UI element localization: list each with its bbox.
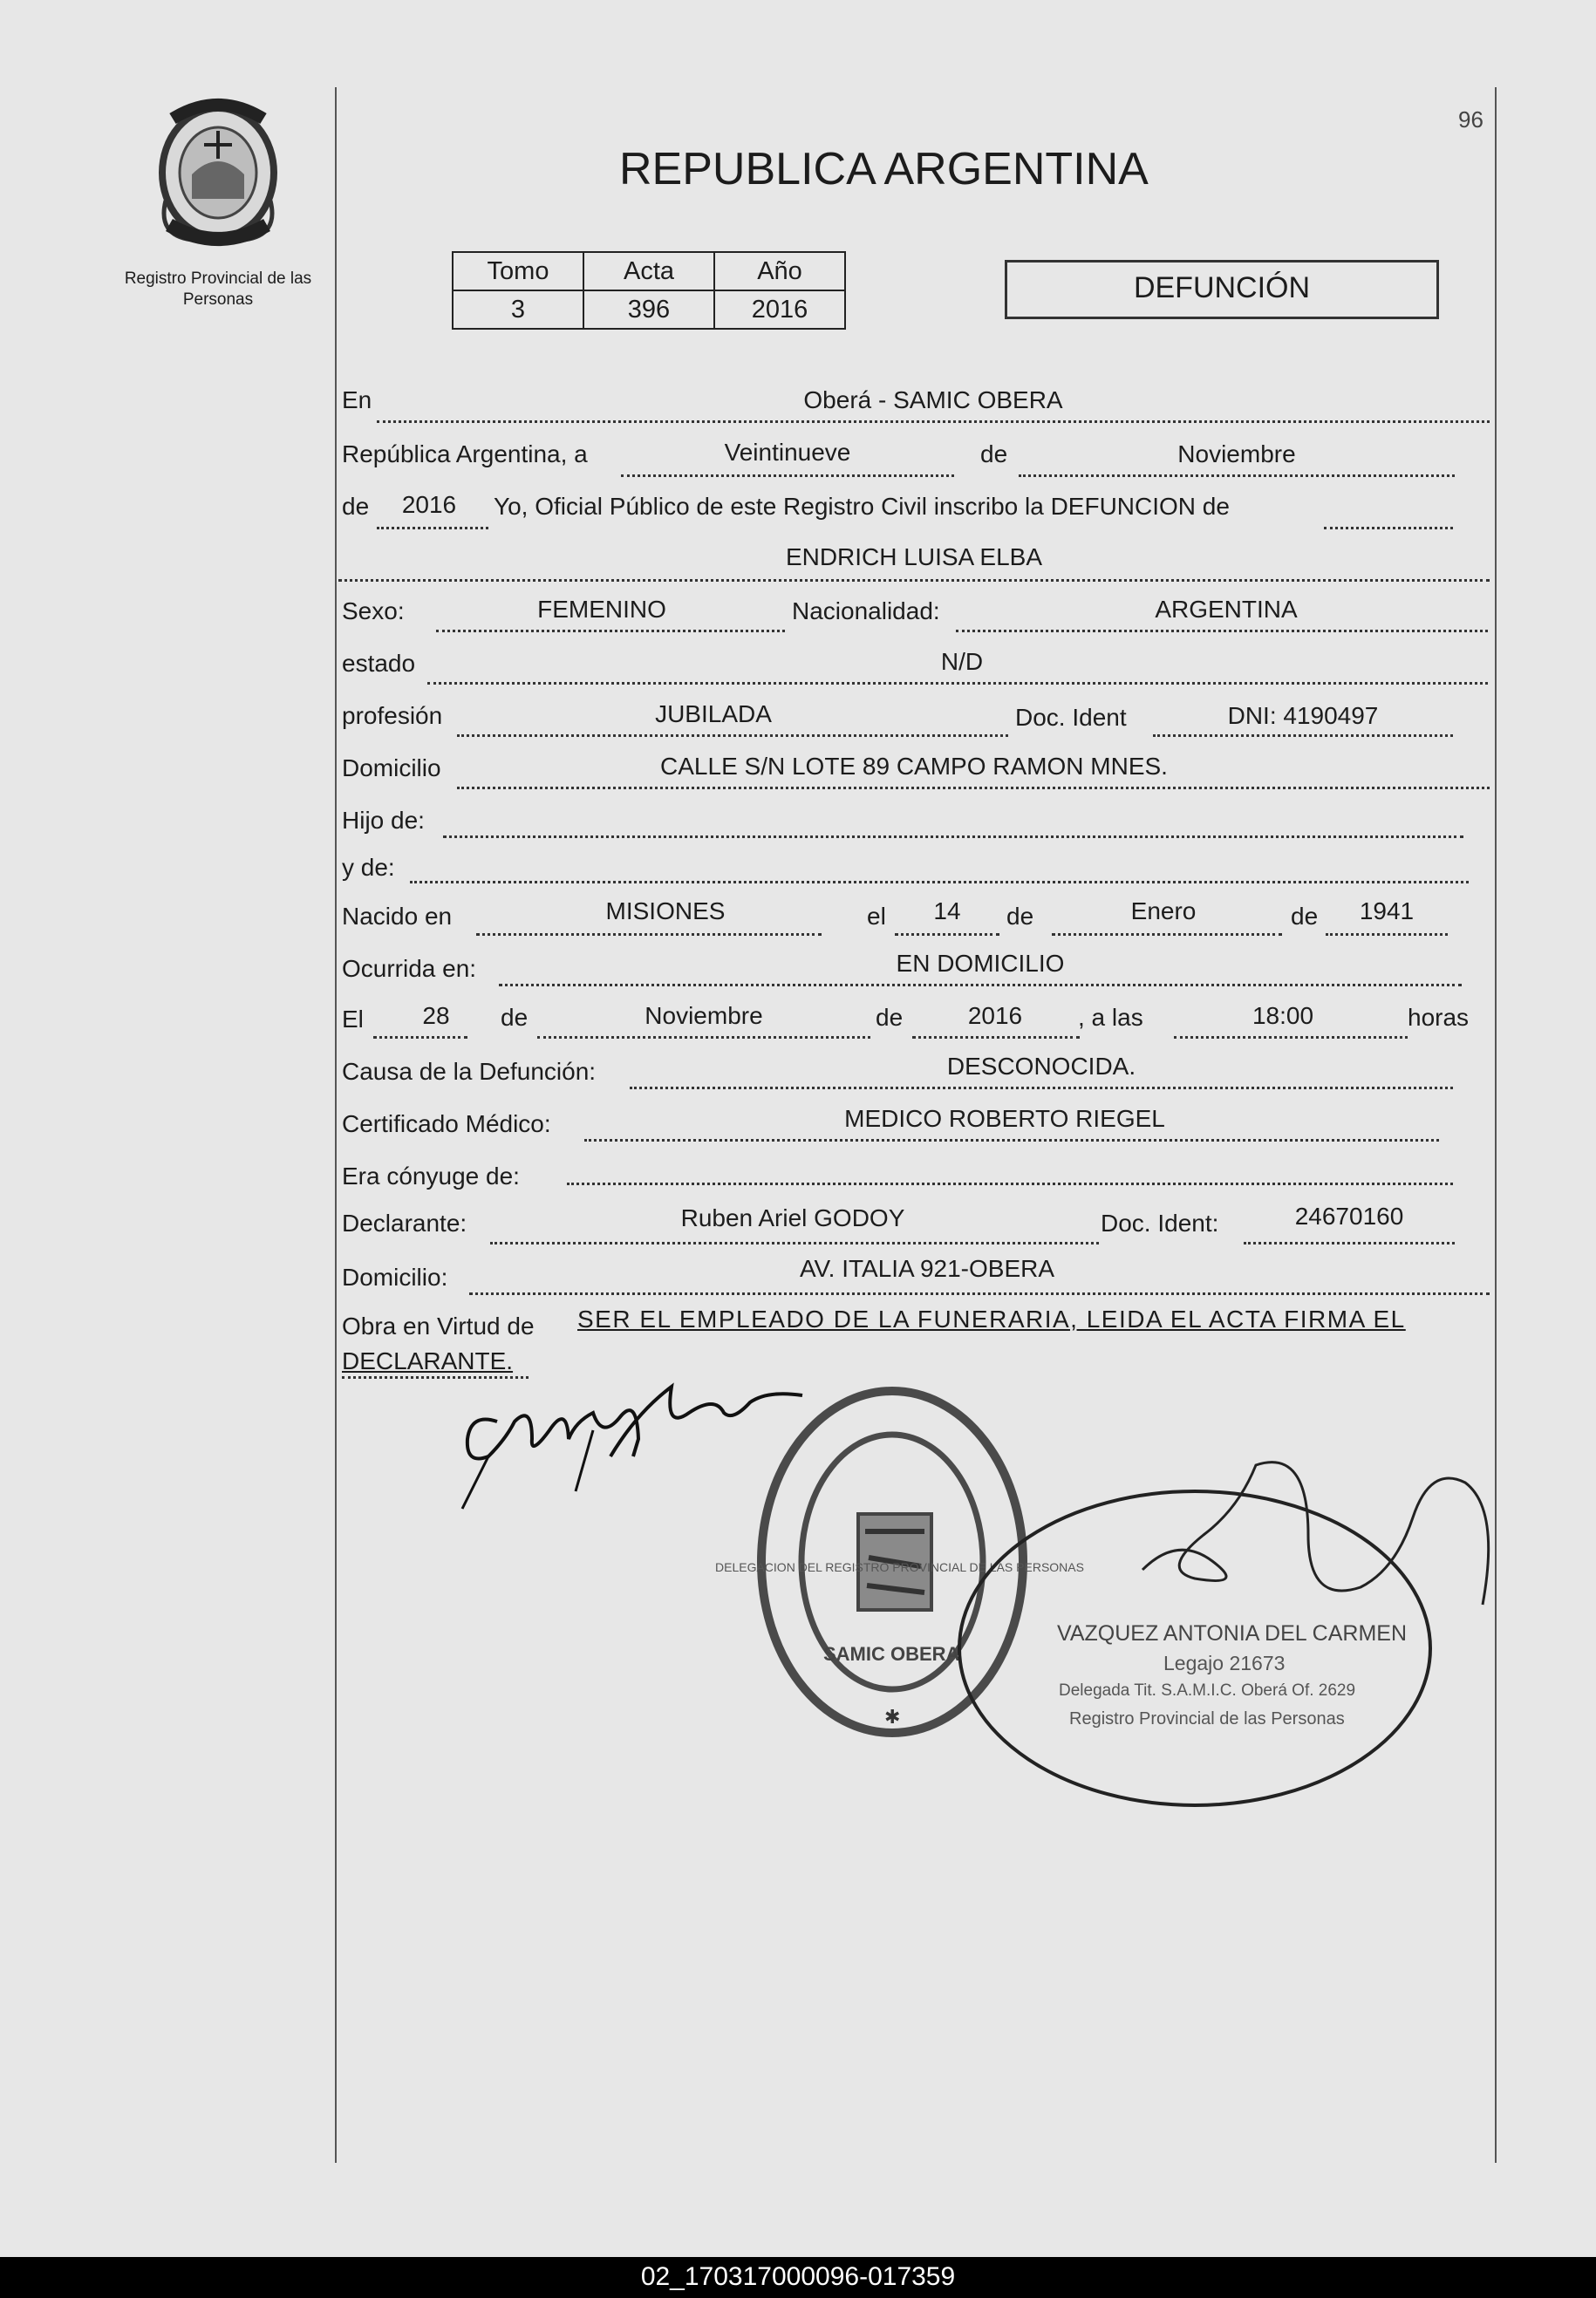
dots [1324, 527, 1453, 529]
record-table-cell: 396 [583, 290, 714, 329]
record-table-cell: 3 [453, 290, 583, 329]
field-def-hora: 18:00 [1252, 1002, 1314, 1029]
dots [1244, 1242, 1455, 1244]
round-stamp-ring-text: DELEGACION DEL REGISTRO PROVINCIAL DE LAS PERSONAS [715, 1560, 1084, 1574]
round-stamp-inner-text: SAMIC OBERA [823, 1643, 960, 1665]
label-en: En [342, 386, 372, 413]
dots [476, 933, 822, 936]
page-number: 96 [1458, 106, 1483, 133]
label-domicilio-2: Domicilio: [342, 1264, 448, 1291]
label-doc-ident-2: Doc. Ident: [1101, 1210, 1219, 1237]
label-a-las: , a las [1078, 1004, 1143, 1031]
label-certificado: Certificado Médico: [342, 1110, 551, 1137]
field-declarante-doc: 24670160 [1294, 1203, 1404, 1230]
field-dia-letras: Veintinueve [724, 439, 851, 466]
dots [457, 787, 1490, 789]
label-de-4: de [876, 1004, 904, 1031]
dots [490, 1242, 1099, 1244]
label-y-de: y de: [342, 854, 395, 881]
dots [895, 933, 999, 936]
dots [469, 1292, 1490, 1295]
right-margin-line [1495, 87, 1497, 2163]
label-nacido-en: Nacido en [342, 903, 453, 930]
label-el: el [867, 903, 886, 930]
dots [377, 527, 488, 529]
dots [338, 579, 1490, 582]
dots [537, 1036, 870, 1039]
label-horas: horas [1408, 1004, 1470, 1031]
field-domicilio: CALLE S/N LOTE 89 CAMPO RAMON MNES. [660, 753, 1168, 780]
label-de-1: de [1006, 903, 1034, 930]
label-profesion: profesión [342, 702, 443, 729]
field-obra-line1: SER EL EMPLEADO DE LA FUNERARIA, LEIDA EL ACTA FIRMA EL [577, 1306, 1406, 1333]
dots [630, 1087, 1453, 1089]
left-margin-line [335, 87, 337, 2163]
field-def-anio: 2016 [967, 1002, 1023, 1029]
dots [956, 630, 1488, 632]
label-estado: estado [342, 650, 416, 677]
record-table [452, 251, 846, 330]
dots [377, 420, 1490, 423]
dots [1153, 734, 1453, 737]
dots [1326, 933, 1448, 936]
officer-registro: Registro Provincial de las Personas [1069, 1709, 1345, 1729]
dots [912, 1036, 1080, 1039]
label-sexo: Sexo: [342, 597, 405, 624]
svg-text:✱: ✱ [884, 1706, 901, 1728]
field-anio: 2016 [401, 491, 457, 518]
label-causa: Causa de la Defunción: [342, 1058, 597, 1085]
dots [584, 1139, 1439, 1142]
dots [410, 881, 1469, 883]
record-table-header: Año [714, 252, 845, 290]
dots [499, 984, 1462, 986]
label-nacionalidad: Nacionalidad: [792, 597, 940, 624]
field-mes: Noviembre [1177, 440, 1296, 467]
field-lugar: Oberá - SAMIC OBERA [803, 386, 1063, 413]
field-nacionalidad: ARGENTINA [1155, 596, 1298, 623]
field-sexo: FEMENINO [537, 596, 666, 623]
label-de-2: de [1291, 903, 1319, 930]
officer-legajo: Legajo 21673 [1163, 1652, 1286, 1674]
province-crest-logo [140, 96, 297, 253]
field-def-mes: Noviembre [645, 1002, 763, 1029]
dots [1052, 933, 1282, 936]
label-de-lower: de [342, 493, 370, 520]
field-nacido-en: MISIONES [605, 897, 726, 924]
dots [1174, 1036, 1408, 1039]
field-nac-dia: 14 [933, 897, 961, 924]
dots [373, 1036, 467, 1039]
label-obra-en-virtud: Obra en Virtud de [342, 1313, 535, 1340]
record-table-cell: 2016 [714, 290, 845, 329]
dots [427, 682, 1488, 685]
field-profesion: JUBILADA [655, 700, 772, 727]
field-certificado: MEDICO ROBERTO RIEGEL [844, 1105, 1165, 1132]
field-estado: N/D [940, 648, 984, 675]
label-declarante: Declarante: [342, 1210, 467, 1237]
label-de-3: de [501, 1004, 529, 1031]
field-def-dia: 28 [422, 1002, 450, 1029]
dots [1019, 474, 1455, 477]
field-nombre: ENDRICH LUISA ELBA [785, 543, 1043, 570]
record-type: DEFUNCIÓN [1133, 271, 1311, 304]
dots [436, 630, 785, 632]
label-yo-oficial: Yo, Oficial Público de este Registro Civil inscribo la DEFUNCION de [494, 493, 1230, 520]
dots [457, 734, 1008, 737]
label-el-cap: El [342, 1006, 364, 1033]
page-title: REPUBLICA ARGENTINA [619, 144, 1149, 194]
officer-cargo: Delegada Tit. S.A.M.I.C. Oberá Of. 2629 [1059, 1681, 1356, 1700]
record-table-header: Tomo [453, 252, 583, 290]
label-hijo-de: Hijo de: [342, 807, 425, 834]
dots [621, 474, 954, 477]
field-nac-anio: 1941 [1359, 897, 1415, 924]
label-domicilio: Domicilio [342, 754, 441, 781]
label-doc-ident: Doc. Ident [1015, 704, 1127, 731]
field-obra-line2: DECLARANTE. [342, 1347, 514, 1374]
agency-name: Registro Provincial de las Personas [124, 269, 312, 309]
field-causa: DESCONOCIDA. [946, 1053, 1136, 1080]
label-ocurrida-en: Ocurrida en: [342, 955, 477, 982]
label-de: de [980, 440, 1008, 467]
field-ocurrida-en: EN DOMICILIO [896, 950, 1065, 977]
field-documento: DNI: 4190497 [1227, 702, 1379, 729]
label-conyuge: Era cónyuge de: [342, 1163, 520, 1190]
dots [567, 1183, 1453, 1185]
field-declarante-domicilio: AV. ITALIA 921-OBERA [799, 1255, 1055, 1282]
footer-code: 02_170317000096-017359 [640, 2262, 956, 2291]
field-nac-mes: Enero [1130, 897, 1197, 924]
record-table-header: Acta [583, 252, 714, 290]
officer-name: VAZQUEZ ANTONIA DEL CARMEN [1057, 1621, 1408, 1646]
dots [443, 835, 1463, 838]
label-republica: República Argentina, a [342, 440, 588, 467]
field-declarante: Ruben Ariel GODOY [680, 1204, 905, 1231]
